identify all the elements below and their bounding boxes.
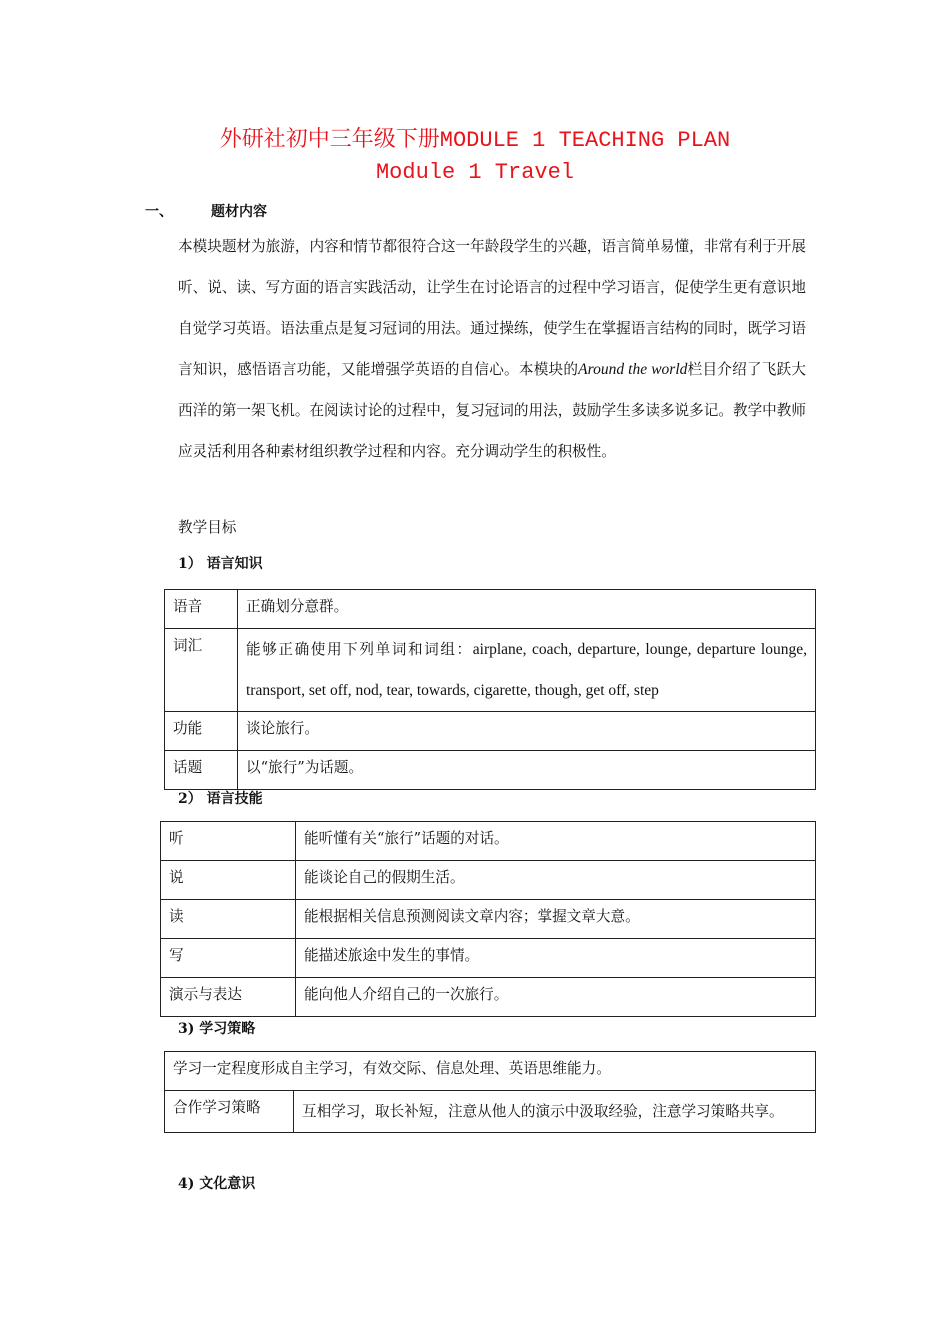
row-value: 能根据相关信息预测阅读文章内容；掌握文章大意。 [296, 900, 816, 939]
row-value: 能向他人介绍自己的一次旅行。 [296, 978, 816, 1017]
table-row [165, 590, 816, 629]
learning-strategies-table [164, 1051, 816, 1133]
vocab-intro: 能够正确使用下列单词和词组： [246, 641, 473, 658]
section-heading [145, 201, 267, 221]
row-value: 互相学习，取长补短，注意从他人的演示中汲取经验，注意学习策略共享。 [294, 1091, 816, 1133]
document-title: 外研社初中三年级下册MODULE 1 TEACHING PLAN [219, 128, 731, 153]
row-key: 演示与表达 [161, 978, 296, 1017]
teaching-goals-label: 教学目标 [178, 519, 237, 536]
language-knowledge-heading: 1） 语言知识 [178, 556, 263, 572]
paragraph-italic-term: Around the world [578, 361, 688, 378]
table-row [161, 861, 816, 900]
row-key: 话题 [165, 751, 238, 790]
section-number: 一、 [145, 204, 173, 220]
table-row [161, 822, 816, 861]
language-skills-heading: 2） 语言技能 [178, 791, 263, 807]
table-row [165, 751, 816, 790]
table-row [165, 1052, 816, 1091]
cultural-awareness-heading: 4) 文化意识 [178, 1176, 256, 1192]
row-value: 正确划分意群。 [238, 590, 816, 629]
table-row [161, 939, 816, 978]
language-skills-table [160, 821, 816, 1017]
row-key: 说 [161, 861, 296, 900]
paragraph-text-1: 本模块题材为旅游，内容和情节都很符合这一年龄段学生的兴趣，语言简单易懂，非常有利于开展听、说、读、写方面的语言实践活动，让学生在讨论语言的过程中学习语言，促使学生更有意识地自觉学习英语。语法重点是复习冠词的用法。通过操练，使学生在掌握语言结构的同时，既学习语言知识，感悟语言功能，又能增强学英语的自信心。本模块的 [178, 238, 806, 378]
row-key: 听 [161, 822, 296, 861]
table-row [161, 900, 816, 939]
row-value: 能描述旅途中发生的事情。 [296, 939, 816, 978]
section-title: 题材内容 [211, 204, 267, 220]
row-key: 语音 [165, 590, 238, 629]
row-key: 功能 [165, 712, 238, 751]
row-value: 能听懂有关“旅行”话题的对话。 [296, 822, 816, 861]
language-knowledge-table [164, 589, 816, 790]
row-key: 读 [161, 900, 296, 939]
document-subtitle: Module 1 Travel [375, 160, 575, 185]
row-key: 词汇 [165, 629, 238, 712]
strategy-summary: 学习一定程度形成自主学习，有效交际、信息处理、英语思维能力。 [165, 1052, 816, 1091]
row-value: 以“旅行”为话题。 [238, 751, 816, 790]
row-value: 能谈论自己的假期生活。 [296, 861, 816, 900]
row-key: 写 [161, 939, 296, 978]
learning-strategies-heading: 3) 学习策略 [178, 1021, 256, 1037]
row-key: 合作学习策略 [165, 1091, 294, 1133]
table-row [165, 712, 816, 751]
table-row [161, 978, 816, 1017]
row-value: 谈论旅行。 [238, 712, 816, 751]
paragraph-text-2: 栏目介绍了飞跃大西洋的第一架飞机。在阅读讨论的过程中，复习冠词的用法，鼓励学生多读多说多记。教学中教师应灵活利用各种素材组织教学过程和内容。充分调动学生的积极性。 [178, 361, 806, 460]
table-row [165, 1091, 816, 1133]
table-row [165, 629, 816, 712]
vocab-list: airplane, coach, departure, lounge, departure lounge, transport, set off, nod, tear, towards, cigarette, though, get off, step [246, 641, 807, 699]
topic-paragraph [178, 226, 806, 472]
row-value [238, 629, 816, 712]
